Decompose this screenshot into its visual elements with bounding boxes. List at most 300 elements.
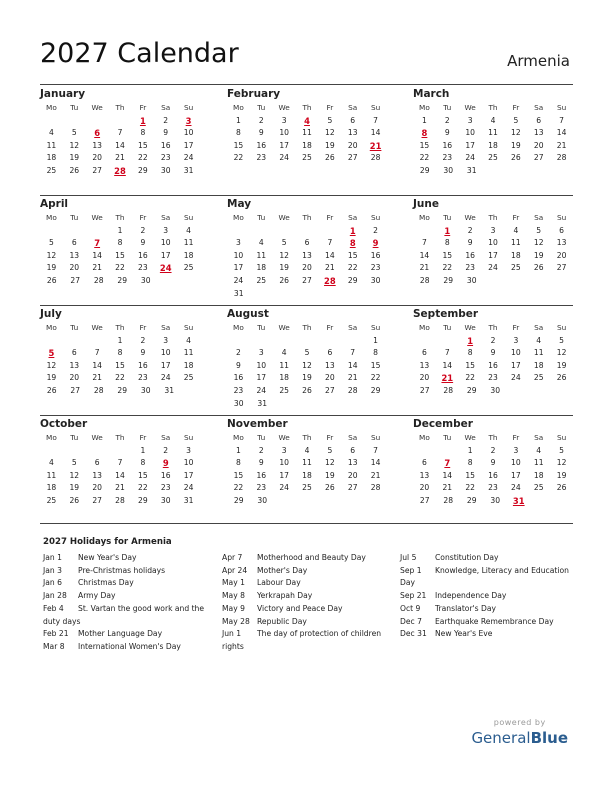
day: 12 xyxy=(533,238,544,248)
day: 27 xyxy=(302,275,312,285)
day: 17 xyxy=(279,470,289,480)
weekday-label: Fr xyxy=(326,103,334,112)
day: 23 xyxy=(160,483,171,493)
weekday-label: Mo xyxy=(46,323,57,332)
week-row xyxy=(40,347,200,360)
holiday-name: Labour Day xyxy=(257,578,301,588)
holiday-day: 4 xyxy=(304,115,310,126)
day: 3 xyxy=(236,238,241,248)
day: 5 xyxy=(327,115,333,125)
weekday-label: Su xyxy=(183,213,194,222)
weekday-label: Tu xyxy=(70,323,79,332)
day: 2 xyxy=(236,348,241,358)
day: 14 xyxy=(370,458,381,468)
day: 23 xyxy=(488,483,498,493)
weekday-label: Sa xyxy=(161,433,171,442)
divider xyxy=(40,305,573,306)
day: 17 xyxy=(256,373,267,383)
month-october xyxy=(40,417,200,508)
holiday-day: 9 xyxy=(162,458,169,469)
day: 29 xyxy=(233,495,244,505)
day: 17 xyxy=(233,263,244,273)
holiday-name: The day of protection of children rights xyxy=(222,629,382,651)
day: 2 xyxy=(467,225,473,235)
holiday-date: Sep 1 xyxy=(400,565,422,575)
day: 4 xyxy=(258,238,264,248)
day: 25 xyxy=(183,263,194,273)
day: 2 xyxy=(140,225,146,235)
weekday-label: Fr xyxy=(139,103,147,112)
empty-day xyxy=(63,115,86,128)
day: 30 xyxy=(370,275,381,285)
weekday-label: Su xyxy=(370,433,381,442)
empty-day xyxy=(227,225,250,238)
day: 4 xyxy=(513,225,519,235)
day: 27 xyxy=(419,385,430,395)
day: 30 xyxy=(443,165,454,175)
weekday-label: Mo xyxy=(233,433,244,442)
week-row xyxy=(40,250,200,263)
day: 27 xyxy=(92,165,102,175)
day: 13 xyxy=(419,360,430,370)
week-row xyxy=(413,385,573,398)
holiday-item xyxy=(43,565,221,578)
month-may xyxy=(227,197,387,300)
week-row xyxy=(40,140,200,153)
day: 31 xyxy=(164,385,175,395)
month-march xyxy=(413,87,573,178)
week-row xyxy=(227,262,387,275)
day: 31 xyxy=(466,165,477,175)
day: 5 xyxy=(281,238,287,248)
weekday-label: Fr xyxy=(512,323,520,332)
holiday-item xyxy=(222,565,400,578)
day: 3 xyxy=(163,225,169,235)
weekday-label: Su xyxy=(183,103,194,112)
holiday-column xyxy=(400,552,578,641)
empty-day xyxy=(341,335,364,348)
holiday-name: Mother Language Day xyxy=(78,629,163,639)
month-september xyxy=(413,307,573,398)
day: 19 xyxy=(279,263,289,273)
day: 11 xyxy=(279,360,289,370)
week-row xyxy=(413,335,573,348)
weekday-label: Fr xyxy=(326,433,334,442)
weekday-label: We xyxy=(91,103,103,112)
day: 22 xyxy=(370,373,381,383)
holiday-item xyxy=(222,590,400,603)
day: 5 xyxy=(536,225,542,235)
day: 28 xyxy=(556,153,567,163)
day: 8 xyxy=(373,348,378,358)
holiday-name: Republic Day xyxy=(257,616,307,626)
month-name: July xyxy=(40,308,62,320)
holiday-date: Jan 1 xyxy=(43,553,62,562)
day: 12 xyxy=(69,470,80,480)
month-name: September xyxy=(413,308,479,320)
day: 22 xyxy=(233,483,244,493)
week-row xyxy=(227,237,387,250)
weekday-label: Sa xyxy=(348,103,358,112)
day: 3 xyxy=(513,335,519,345)
day: 28 xyxy=(93,275,104,285)
day: 7 xyxy=(444,348,450,358)
day: 11 xyxy=(533,348,544,358)
weekday-header xyxy=(40,432,200,445)
weekday-label: We xyxy=(464,103,476,112)
day: 9 xyxy=(490,348,496,358)
month-name: June xyxy=(413,198,439,210)
day: 13 xyxy=(347,458,358,468)
holiday-name: Translator's Day xyxy=(435,603,497,613)
holiday-day: 1 xyxy=(139,115,146,126)
day: 18 xyxy=(256,263,267,273)
holiday-item xyxy=(400,552,578,565)
week-row xyxy=(227,225,387,238)
day: 21 xyxy=(92,263,102,273)
empty-day xyxy=(40,445,63,458)
divider xyxy=(40,415,573,416)
day: 28 xyxy=(443,385,454,395)
day: 17 xyxy=(511,470,521,480)
day: 30 xyxy=(466,275,477,285)
day: 8 xyxy=(236,458,241,468)
day: 1 xyxy=(140,445,146,455)
holiday-name: Victory and Peace Day xyxy=(257,603,343,613)
week-row xyxy=(413,115,573,128)
week-row xyxy=(40,495,200,508)
day: 1 xyxy=(117,335,123,345)
weekday-label: Th xyxy=(488,323,498,332)
day: 24 xyxy=(233,275,244,285)
weekday-label: Th xyxy=(115,433,125,442)
empty-day xyxy=(413,335,436,348)
holiday-date: Sep 21 xyxy=(400,591,427,601)
day: 10 xyxy=(465,128,475,138)
day: 26 xyxy=(533,263,544,273)
week-row xyxy=(227,250,387,263)
day: 29 xyxy=(138,165,148,175)
week-row xyxy=(40,482,200,495)
day: 16 xyxy=(442,140,453,150)
day: 15 xyxy=(442,250,453,260)
day: 19 xyxy=(69,153,80,163)
day: 26 xyxy=(46,385,57,395)
week-row xyxy=(40,237,200,250)
holiday-date: Apr 24 xyxy=(222,565,248,575)
day: 19 xyxy=(69,483,80,493)
day: 23 xyxy=(138,263,148,273)
day: 15 xyxy=(115,360,125,370)
month-april xyxy=(40,197,200,288)
empty-day xyxy=(227,335,250,348)
weekday-label: Mo xyxy=(419,103,430,112)
empty-day xyxy=(436,445,459,458)
holiday-day: 7 xyxy=(444,458,451,469)
holiday-name: International Women's Day xyxy=(78,641,181,651)
day: 10 xyxy=(488,238,498,248)
week-row xyxy=(227,275,387,288)
divider xyxy=(40,523,573,524)
holiday-name: Pre-Christmas holidays xyxy=(78,565,166,575)
day: 17 xyxy=(183,140,194,150)
empty-day xyxy=(273,335,296,348)
month-february xyxy=(227,87,387,165)
day: 29 xyxy=(117,275,128,285)
weekday-label: Su xyxy=(183,433,194,442)
day: 4 xyxy=(490,115,496,125)
holiday-name: New Year's Eve xyxy=(435,629,493,639)
day: 7 xyxy=(373,115,378,125)
weekday-label: Th xyxy=(302,213,312,222)
day: 20 xyxy=(419,373,430,383)
day: 20 xyxy=(302,263,312,273)
day: 17 xyxy=(511,360,521,370)
day: 11 xyxy=(46,140,57,150)
holidays-title: 2027 Holidays for Armenia xyxy=(43,537,172,547)
holiday-date: Oct 9 xyxy=(400,603,421,613)
page-title: 2027 Calendar xyxy=(40,38,239,69)
day: 15 xyxy=(138,140,148,150)
weekday-label: Sa xyxy=(534,433,544,442)
weekday-header xyxy=(413,102,573,115)
weekday-label: Th xyxy=(488,103,498,112)
day: 24 xyxy=(465,153,475,163)
weekday-label: Fr xyxy=(326,323,334,332)
day: 26 xyxy=(302,385,312,395)
day: 23 xyxy=(233,385,244,395)
week-row xyxy=(227,470,387,483)
day: 9 xyxy=(258,128,264,138)
day: 21 xyxy=(325,263,335,273)
empty-day xyxy=(86,335,109,348)
day: 18 xyxy=(511,250,521,260)
weekday-label: Tu xyxy=(443,433,452,442)
day: 9 xyxy=(490,458,496,468)
week-row xyxy=(413,225,573,238)
weekday-header xyxy=(413,322,573,335)
empty-day xyxy=(413,225,436,238)
holiday-date: May 8 xyxy=(222,591,245,601)
day: 14 xyxy=(115,140,125,150)
day: 25 xyxy=(488,153,498,163)
day: 28 xyxy=(347,385,358,395)
day: 11 xyxy=(183,348,194,358)
day: 16 xyxy=(233,373,244,383)
day: 14 xyxy=(347,360,358,370)
weekday-header xyxy=(40,322,200,335)
day: 19 xyxy=(511,140,521,150)
day: 5 xyxy=(71,128,77,138)
weekday-label: Fr xyxy=(139,323,147,332)
week-row xyxy=(413,275,573,288)
day: 6 xyxy=(350,445,356,455)
day: 19 xyxy=(325,140,335,150)
day: 6 xyxy=(94,458,100,468)
day: 26 xyxy=(556,373,567,383)
weekday-header xyxy=(413,212,573,225)
holiday-item xyxy=(400,590,578,603)
day: 12 xyxy=(325,458,335,468)
day: 21 xyxy=(370,470,381,480)
empty-day xyxy=(250,225,273,238)
day: 29 xyxy=(138,495,148,505)
day: 25 xyxy=(302,153,312,163)
day: 31 xyxy=(183,165,194,175)
day: 28 xyxy=(370,483,381,493)
day: 13 xyxy=(347,128,358,138)
day: 20 xyxy=(325,373,335,383)
weekday-label: Fr xyxy=(326,213,334,222)
holiday-item xyxy=(43,641,221,654)
week-row xyxy=(227,335,387,348)
day: 22 xyxy=(465,483,475,493)
day: 29 xyxy=(466,385,477,395)
month-name: October xyxy=(40,418,88,430)
holiday-item xyxy=(43,628,221,641)
day: 10 xyxy=(511,348,521,358)
weekday-label: Th xyxy=(488,433,498,442)
day: 11 xyxy=(533,458,544,468)
week-row xyxy=(227,495,387,508)
month-january xyxy=(40,87,200,178)
day: 6 xyxy=(559,225,564,235)
day: 18 xyxy=(279,373,289,383)
week-row xyxy=(413,347,573,360)
day: 27 xyxy=(70,385,81,395)
weekday-label: Sa xyxy=(534,213,544,222)
month-name: March xyxy=(413,88,450,100)
holiday-day: 24 xyxy=(159,263,172,274)
day: 21 xyxy=(419,263,430,273)
holiday-day: 6 xyxy=(94,128,101,139)
week-row xyxy=(227,127,387,140)
holiday-name: Yerkrapah Day xyxy=(257,591,313,601)
day: 9 xyxy=(163,128,169,138)
day: 1 xyxy=(422,115,427,125)
day: 24 xyxy=(511,483,521,493)
holiday-item xyxy=(400,628,578,641)
holiday-item xyxy=(43,603,221,628)
day: 1 xyxy=(236,445,241,455)
day: 4 xyxy=(536,445,542,455)
day: 13 xyxy=(92,140,102,150)
day: 21 xyxy=(556,140,567,150)
holiday-column xyxy=(43,552,221,654)
day: 19 xyxy=(46,373,57,383)
day: 20 xyxy=(92,483,102,493)
weekday-label: Sa xyxy=(348,433,358,442)
weekday-label: Mo xyxy=(419,213,430,222)
holiday-name: Independence Day xyxy=(435,591,507,601)
weekday-label: Tu xyxy=(70,213,79,222)
day: 23 xyxy=(160,153,171,163)
empty-day xyxy=(40,335,63,348)
day: 22 xyxy=(465,373,475,383)
holiday-date: Apr 7 xyxy=(222,553,243,562)
day: 26 xyxy=(46,275,57,285)
day: 12 xyxy=(556,458,567,468)
day: 23 xyxy=(465,263,475,273)
day: 15 xyxy=(115,250,125,260)
holiday-name: Constitution Day xyxy=(435,553,499,562)
weekday-label: Su xyxy=(370,213,381,222)
day: 30 xyxy=(140,385,151,395)
week-row xyxy=(40,385,200,398)
week-row xyxy=(227,372,387,385)
day: 27 xyxy=(556,263,567,273)
week-row xyxy=(227,385,387,398)
month-name: December xyxy=(413,418,473,430)
day: 4 xyxy=(49,458,54,468)
day: 24 xyxy=(279,153,289,163)
day: 26 xyxy=(325,483,335,493)
week-row xyxy=(413,470,573,483)
day: 14 xyxy=(92,360,102,370)
empty-day xyxy=(86,445,109,458)
day: 16 xyxy=(160,140,171,150)
holiday-name: Earthquake Remembrance Day xyxy=(435,616,554,626)
weekday-header xyxy=(227,322,387,335)
day: 1 xyxy=(117,225,123,235)
holiday-item xyxy=(222,577,400,590)
holiday-item xyxy=(43,552,221,565)
day: 12 xyxy=(69,140,80,150)
month-december xyxy=(413,417,573,508)
day: 4 xyxy=(536,335,542,345)
weekday-label: Tu xyxy=(257,323,266,332)
weekday-label: We xyxy=(464,323,476,332)
empty-day xyxy=(40,115,63,128)
day: 26 xyxy=(325,153,335,163)
day: 25 xyxy=(279,385,289,395)
day: 27 xyxy=(347,483,358,493)
day: 20 xyxy=(556,250,567,260)
holiday-day: 21 xyxy=(441,373,454,384)
weekday-label: Tu xyxy=(257,433,266,442)
day: 3 xyxy=(467,115,473,125)
empty-day xyxy=(63,445,86,458)
day: 5 xyxy=(327,445,333,455)
day: 14 xyxy=(115,470,125,480)
day: 20 xyxy=(347,140,358,150)
day: 6 xyxy=(422,458,427,468)
day: 24 xyxy=(279,483,289,493)
holiday-name: St. Vartan the good work and the duty days xyxy=(43,603,205,626)
week-row xyxy=(40,360,200,373)
weekday-label: We xyxy=(278,433,290,442)
day: 22 xyxy=(115,263,125,273)
day: 1 xyxy=(236,115,241,125)
day: 8 xyxy=(140,458,146,468)
day: 18 xyxy=(46,153,57,163)
month-august xyxy=(227,307,387,410)
weekday-header xyxy=(40,212,200,225)
day: 11 xyxy=(256,250,267,260)
day: 14 xyxy=(419,250,430,260)
day: 2 xyxy=(163,445,169,455)
week-row xyxy=(40,225,200,238)
week-row xyxy=(227,115,387,128)
holiday-date: Dec 31 xyxy=(400,629,427,639)
day: 13 xyxy=(419,470,430,480)
holiday-date: Jan 6 xyxy=(43,578,62,588)
day: 26 xyxy=(511,153,521,163)
holiday-date: Feb 4 xyxy=(43,603,64,613)
day: 8 xyxy=(467,458,473,468)
empty-day xyxy=(250,335,273,348)
week-row xyxy=(413,457,573,470)
